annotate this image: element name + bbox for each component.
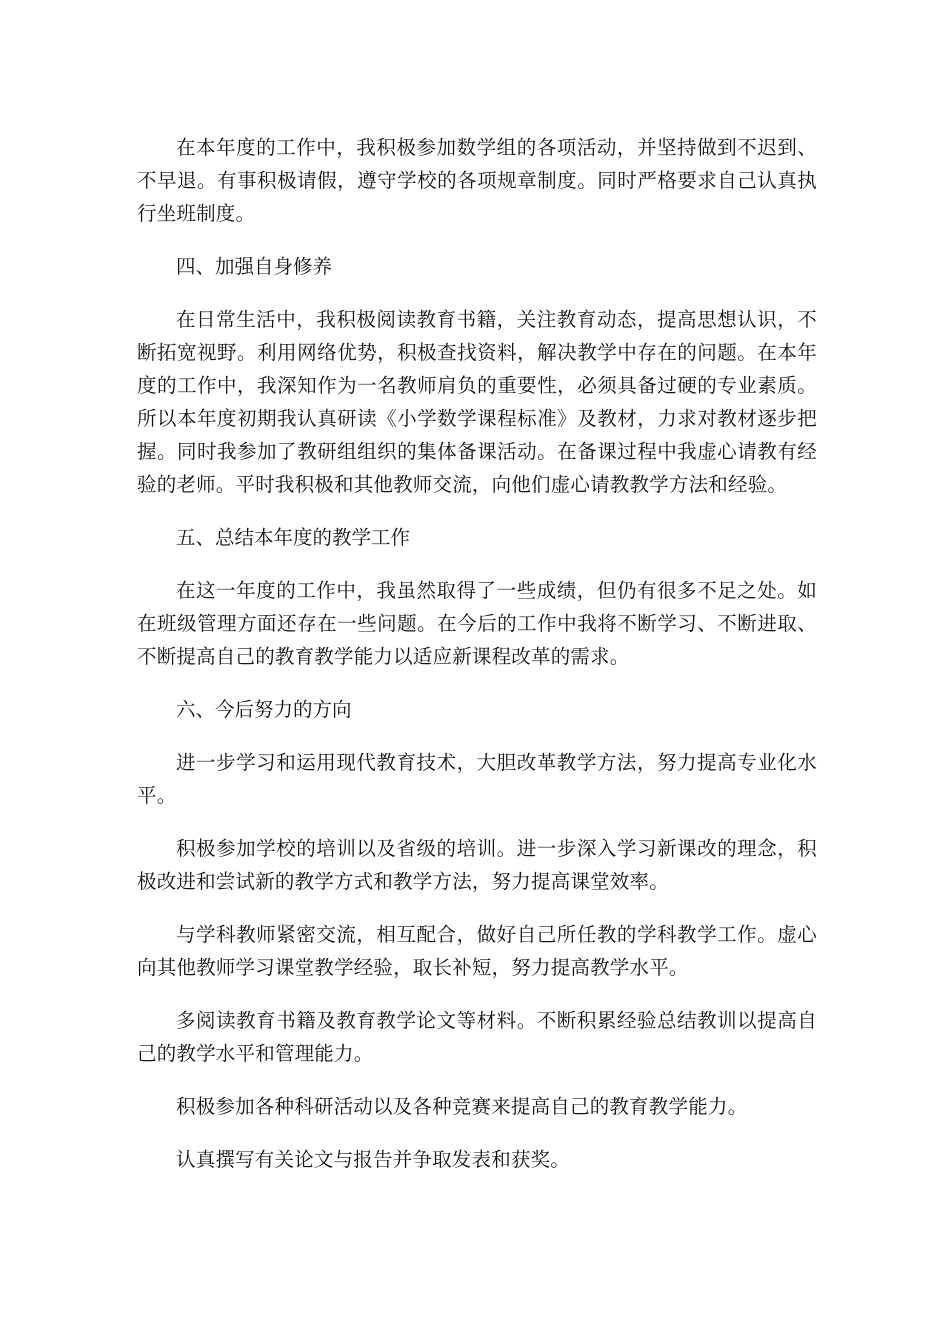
paragraph-direction-research: 积极参加各种科研活动以及各种竞赛来提高自己的教育教学能力。 [176, 1095, 748, 1118]
section-heading-self-improvement: 四、加强自身修养 [176, 255, 333, 278]
document-body [137, 131, 817, 1196]
paragraph-attendance: 在本年度的工作中，我积极参加数学组的各项活动，并坚持做到不迟到、不早退。有事积极请假，遵守学校的各项规章制度。同时严格要求自己认真执行坐班制度。 [137, 136, 817, 225]
paragraph-direction-collaboration: 与学科教师紧密交流，相互配合，做好自己所任教的学科教学工作。虚心向其他教师学习课堂教学经验，取长补短，努力提高教学水平。 [137, 923, 817, 979]
paragraph-direction-publication: 认真撰写有关论文与报告并争取发表和获奖。 [176, 1148, 571, 1171]
paragraph-direction-technology: 进一步学习和运用现代教育技术，大胆改革教学方法，努力提高专业化水平。 [137, 751, 817, 807]
paragraph-summary: 在这一年度的工作中，我虽然取得了一些成绩，但仍有很多不足之处。如在班级管理方面还存在一些问题。在今后的工作中我将不断学习、不断进取、不断提高自己的教育教学能力以适应新课程改革的需求。 [137, 579, 817, 668]
paragraph-self-improvement: 在日常生活中，我积极阅读教育书籍，关注教育动态，提高思想认识，不断拓宽视野。利用网络优势，积极查找资料，解决教学中存在的问题。在本年度的工作中，我深知作为一名教师肩负的重要性，必须具备过硬的专业素质。所以本年度初期我认真研读《小学数学课程标准》及教材，力求对教材逐步把握。同时我参加了教研组组织的集体备课活动。在备课过程中我虚心请教有经验的老师。平时我积极和其他教师交流，向他们虚心请教教学方法和经验。 [137, 308, 817, 496]
paragraph-direction-reading: 多阅读教育书籍及教育教学论文等材料。不断积累经验总结教训以提高自己的教学水平和管理能力。 [137, 1009, 817, 1065]
section-heading-future-direction: 六、今后努力的方向 [176, 698, 352, 721]
section-heading-summary: 五、总结本年度的教学工作 [176, 526, 411, 549]
paragraph-direction-training: 积极参加学校的培训以及省级的培训。进一步深入学习新课改的理念，积极改进和尝试新的教学方式和教学方法，努力提高课堂效率。 [137, 837, 817, 893]
